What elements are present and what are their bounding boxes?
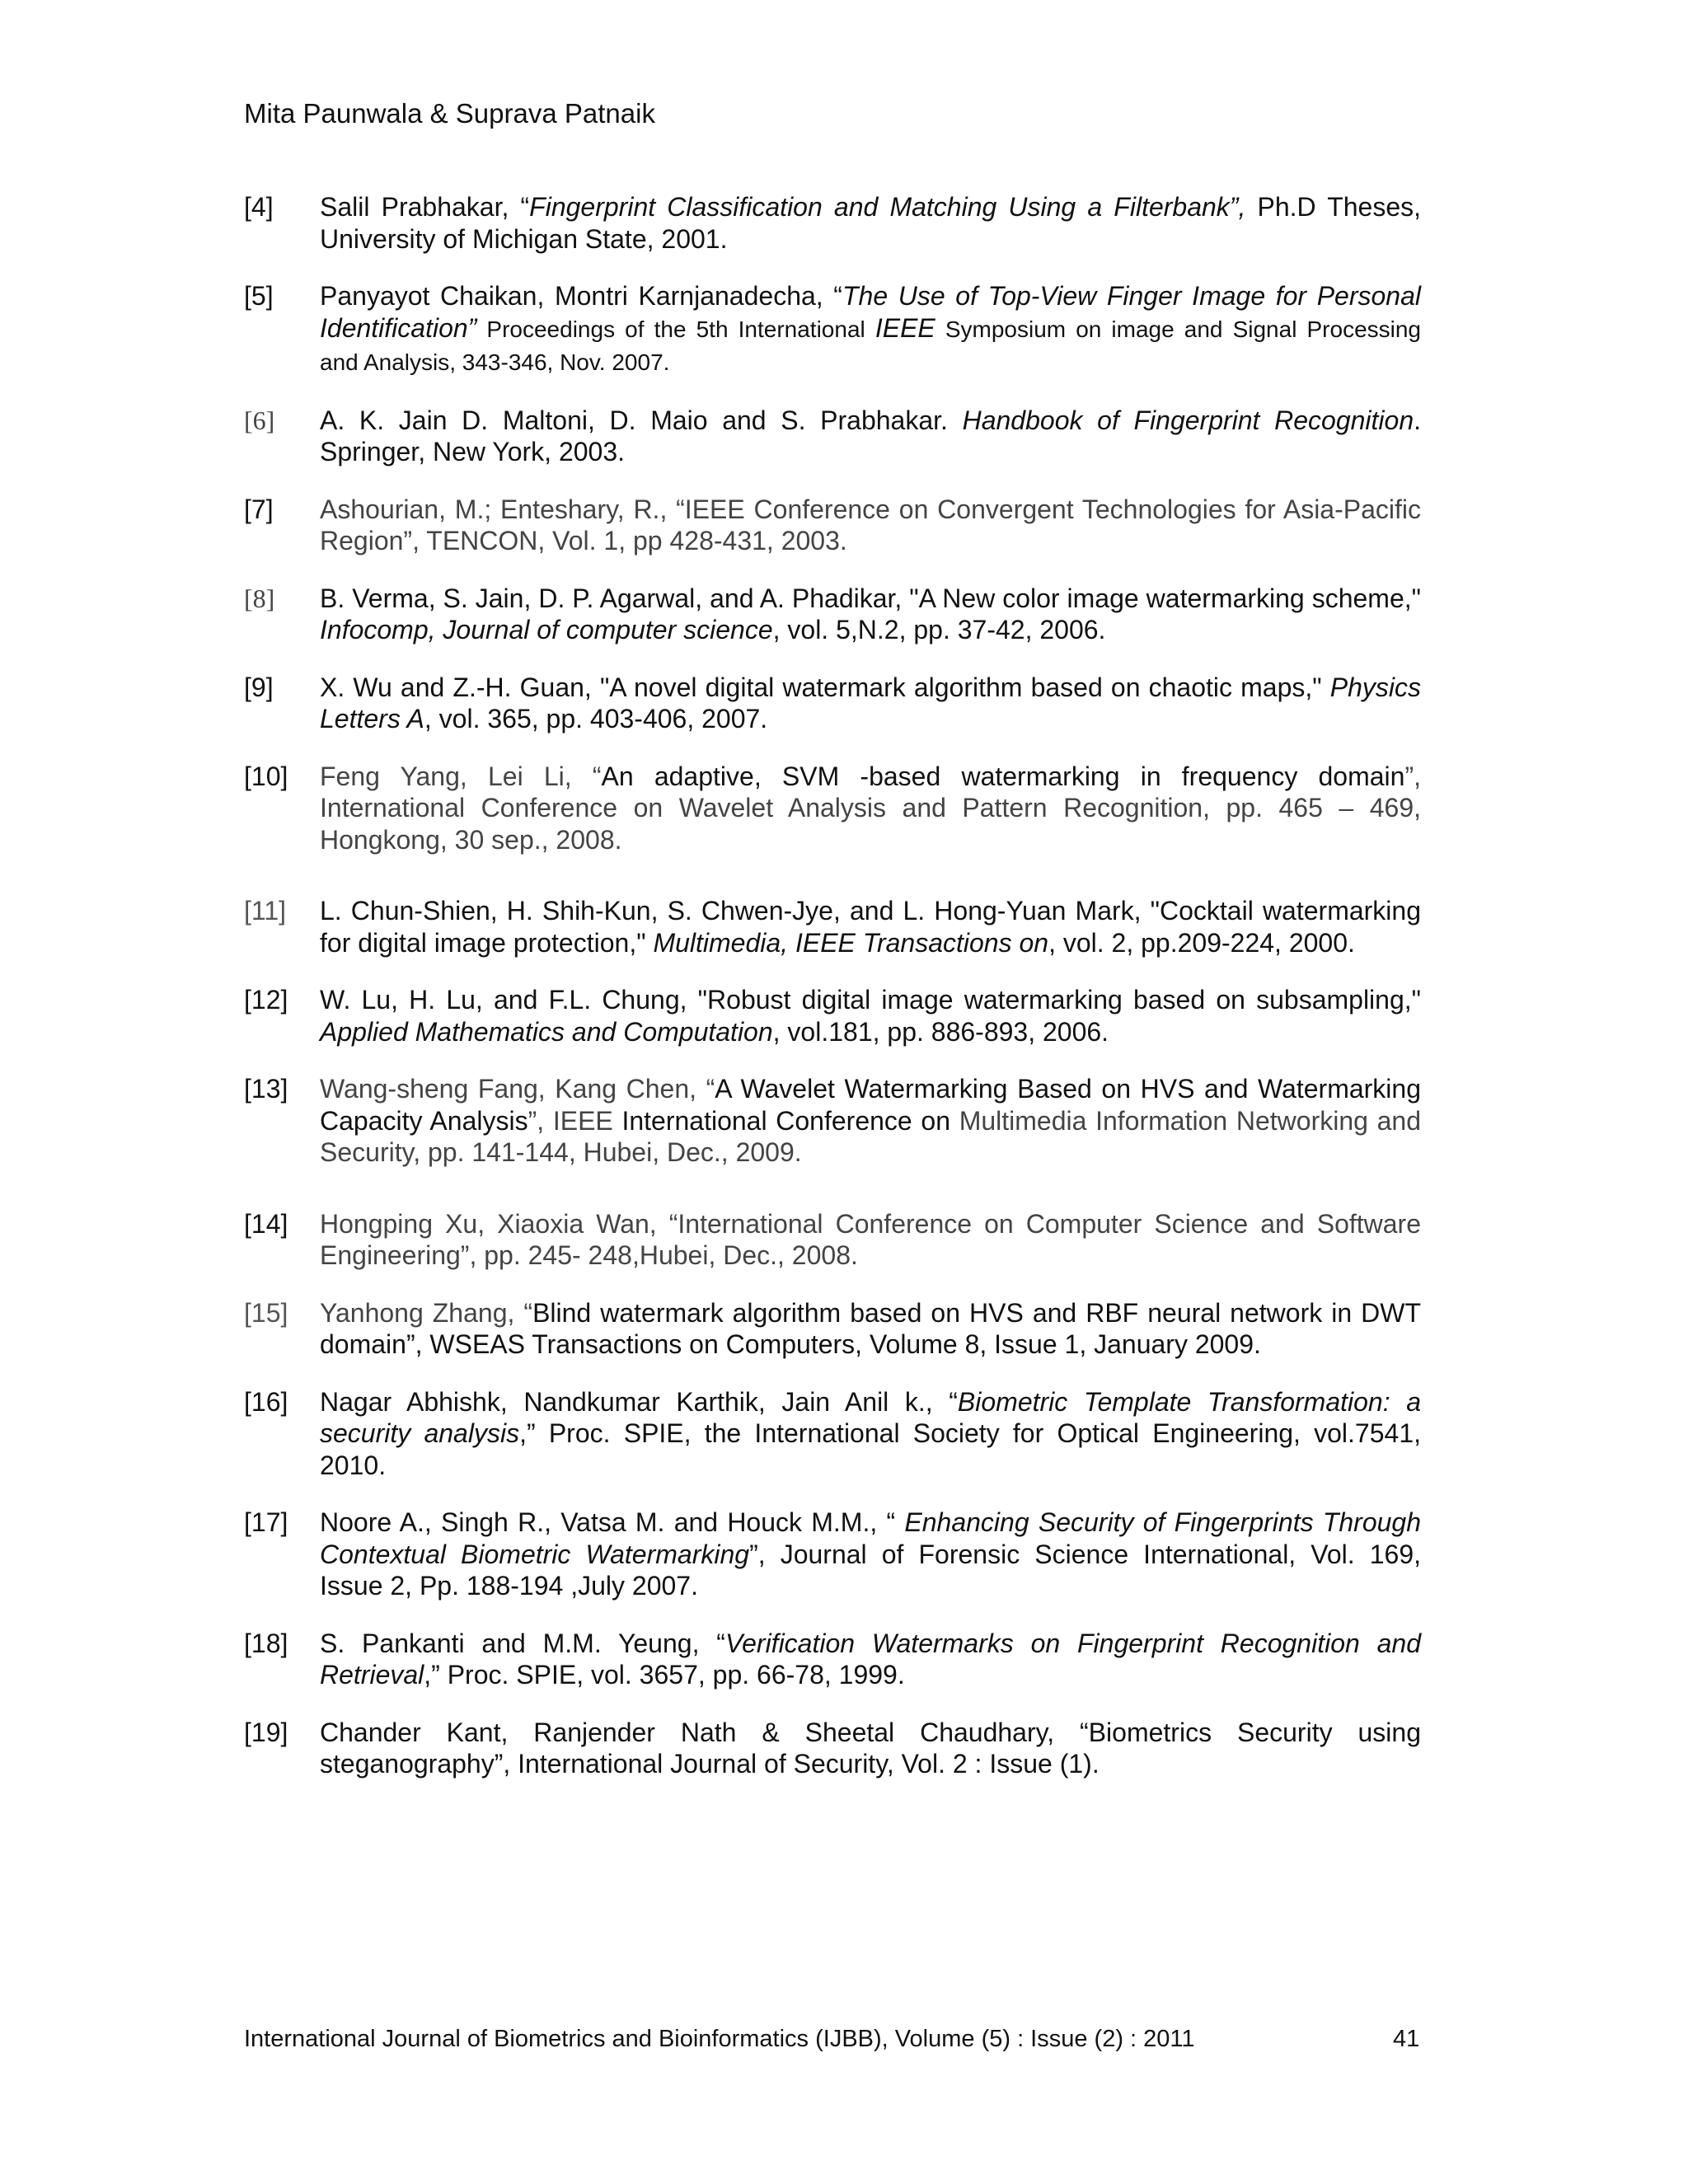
reference-item	[244, 280, 1421, 379]
reference-number: [19]	[244, 1717, 288, 1747]
reference-title-italic: Enhancing Security of Fingerprints Through Contextual Biometric Watermarking	[320, 1507, 1422, 1569]
reference-text-segment: Proceedings of the 5th International	[476, 316, 875, 342]
reference-title-italic: Multimedia, IEEE Transactions on	[653, 927, 1049, 958]
reference-number: [7]	[244, 494, 274, 524]
reference-number: [4]	[244, 192, 274, 222]
reference-number: [16]	[244, 1386, 288, 1417]
reference-text-segment: , vol. 2, pp.209-224, 2000.	[1048, 927, 1355, 958]
reference-item	[244, 1297, 1421, 1361]
reference-number: [11]	[244, 896, 286, 926]
reference-text-segment: ,” Proc. SPIE, the International Society for Optical Engineering, vol.7541, 2010.	[320, 1418, 1422, 1480]
reference-text	[320, 761, 1421, 856]
reference-title-italic: Fingerprint Classification and Matching Using a Filterbank”,	[529, 192, 1246, 222]
reference-title-italic: Physics Letters A	[320, 672, 1421, 733]
reference-text	[320, 1297, 1421, 1361]
reference-text-segment: S. Pankanti and M.M. Yeung, “	[320, 1628, 725, 1658]
reference-item	[244, 1073, 1421, 1169]
reference-text-segment: Multimedia Information Networking and Security, pp. 141-144, Hubei, Dec., 2009.	[320, 1105, 1422, 1167]
reference-number: [12]	[244, 985, 288, 1015]
reference-number: [14]	[244, 1208, 288, 1239]
reference-text-segment: Hongping Xu, Xiaoxia Wan, “International Conference on Computer Science and Software Engineering”, pp. 245- 248,Hubei, Dec., 2008.	[320, 1208, 1421, 1270]
reference-text-segment: , vol. 5,N.2, pp. 37-42, 2006.	[772, 615, 1106, 644]
reference-text-segment: ”, Journal of Forensic Science International, Vol. 169, Issue 2, Pp. 188-194 ,July 2007.	[320, 1539, 1422, 1601]
reference-text-segment: Blind watermark algorithm based on HVS and RBF neural network in DWT domain”, WSEAS Transactions on Computers, Volume 8, Issue 1, January 2009.	[320, 1297, 1422, 1359]
reference-text	[320, 494, 1421, 557]
reference-title-italic: Biometric Template Transformation: a security analysis	[320, 1386, 1421, 1448]
reference-text-segment: International Conference on	[621, 1105, 959, 1136]
reference-text-segment: Ph.D Theses, University of Michigan State, 2001.	[320, 192, 1422, 254]
reference-text-segment: ”, IEEE	[528, 1105, 622, 1136]
reference-item	[244, 583, 1421, 646]
reference-text-segment: An adaptive, SVM -based watermarking in frequency domain	[601, 761, 1405, 791]
reference-text-segment: ”, International Conference on Wavelet Analysis and Pattern Recognition, pp. 465 – 469, Hongkong, 30 sep., 2008.	[320, 761, 1422, 855]
reference-text-segment: . Springer, New York, 2003.	[320, 405, 1422, 466]
reference-title-italic: The Use of Top-View Finger Image for Personal Identification”	[320, 281, 1422, 343]
reference-text-segment: Noore A., Singh R., Vatsa M. and Houck M.M., “	[320, 1507, 905, 1537]
reference-number: [17]	[244, 1507, 288, 1537]
reference-text-segment: X. Wu and Z.-H. Guan, "A novel digital watermark algorithm based on chaotic maps,"	[320, 672, 1330, 702]
reference-text	[320, 672, 1421, 735]
reference-text-segment: , vol. 365, pp. 403-406, 2007.	[424, 704, 768, 733]
reference-text-segment: W. Lu, H. Lu, and F.L. Chung, "Robust digital image watermarking based on subsampling,"	[320, 985, 1421, 1015]
reference-item	[244, 672, 1421, 735]
reference-item	[244, 1628, 1421, 1691]
reference-text	[320, 1073, 1421, 1169]
reference-text-segment: Symposium on image and Signal Processing and Analysis, 343-346, Nov. 2007.	[320, 316, 1422, 375]
reference-text	[320, 984, 1421, 1047]
reference-number: [5]	[244, 281, 274, 311]
reference-text-segment: , vol.181, pp. 886-893, 2006.	[772, 1016, 1109, 1047]
reference-text	[320, 1507, 1421, 1602]
reference-number: [18]	[244, 1628, 288, 1658]
reference-title-italic: Handbook of Fingerprint Recognition	[962, 405, 1414, 435]
reference-title-italic: IEEE	[874, 312, 935, 343]
reference-text-segment: Salil Prabhakar, “	[320, 192, 530, 222]
page-number: 41	[1393, 2026, 1420, 2052]
reference-text-segment: ,” Proc. SPIE, vol. 3657, pp. 66-78, 1999.	[424, 1660, 905, 1690]
reference-text-segment: Chander Kant, Ranjender Nath & Sheetal Chaudhary, “Biometrics Security using steganography”, International Journal of Security, Vol. 2 : Issue (1).	[320, 1717, 1421, 1779]
reference-item	[244, 1386, 1421, 1482]
running-head: Mita Paunwala & Suprava Patnaik	[244, 98, 655, 129]
reference-title-italic: Applied Mathematics and Computation	[320, 1016, 773, 1047]
reference-text-segment: Ashourian, M.; Enteshary, R., “IEEE Conference on Convergent Technologies for Asia-Pacific Region”, TENCON, Vol. 1, pp 428-431, 2003.	[320, 494, 1421, 555]
reference-text-segment: Panyayot Chaikan, Montri Karnjanadecha, “	[320, 281, 842, 311]
reference-text	[320, 405, 1421, 468]
reference-text-segment: Wang-sheng Fang, Kang Chen, “	[320, 1074, 715, 1104]
reference-title-italic: Infocomp, Journal of computer science	[320, 615, 773, 644]
reference-title-italic: Verification Watermarks on Fingerprint Recognition and Retrieval	[320, 1628, 1422, 1690]
reference-item	[244, 984, 1421, 1047]
reference-item	[244, 405, 1421, 468]
reference-text	[320, 895, 1421, 958]
reference-number: [6]	[244, 405, 275, 435]
reference-text	[320, 1717, 1421, 1780]
footer-journal-citation: International Journal of Biometrics and Bioinformatics (IJBB), Volume (5) : Issue (2) : 2011	[244, 2026, 1195, 2052]
reference-number: [13]	[244, 1074, 288, 1104]
reference-item	[244, 191, 1421, 255]
reference-text	[320, 583, 1421, 646]
reference-text	[320, 1628, 1421, 1691]
reference-text	[320, 280, 1421, 379]
reference-item	[244, 1208, 1421, 1272]
reference-item	[244, 1507, 1421, 1602]
reference-text-segment: Nagar Abhishk, Nandkumar Karthik, Jain Anil k., “	[320, 1386, 958, 1417]
reference-text-segment: A. K. Jain D. Maltoni, D. Maio and S. Prabhakar.	[320, 405, 963, 435]
reference-text	[320, 191, 1421, 255]
reference-text	[320, 1208, 1421, 1272]
reference-text-segment: L. Chun-Shien, H. Shih-Kun, S. Chwen-Jye, and L. Hong-Yuan Mark, "Cocktail watermarking for digital image protection,"	[320, 896, 1421, 958]
reference-number: [8]	[244, 583, 275, 613]
reference-number: [9]	[244, 672, 274, 702]
reference-text-segment: A Wavelet Watermarking Based on HVS and Watermarking Capacity Analysis	[320, 1074, 1421, 1136]
reference-item	[244, 895, 1421, 958]
reference-item	[244, 494, 1421, 557]
reference-text-segment: Yanhong Zhang, “	[320, 1297, 533, 1328]
reference-text	[320, 1386, 1421, 1482]
reference-text-segment: Feng Yang, Lei Li, “	[320, 761, 602, 791]
reference-number: [10]	[244, 761, 288, 791]
reference-number: [15]	[244, 1297, 288, 1328]
reference-item	[244, 1717, 1421, 1780]
reference-text-segment: B. Verma, S. Jain, D. P. Agarwal, and A. Phadikar, "A New color image watermarking scheme,"	[320, 583, 1421, 613]
reference-item	[244, 761, 1421, 856]
reference-list	[244, 191, 1421, 1806]
